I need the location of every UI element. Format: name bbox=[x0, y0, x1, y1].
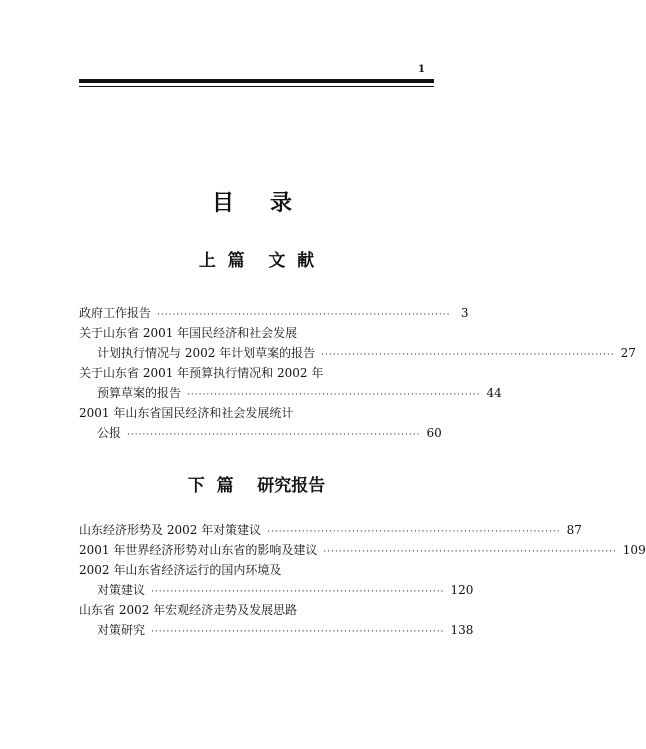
page-number: 1 bbox=[418, 64, 425, 75]
toc-entry[interactable] bbox=[79, 600, 474, 640]
toc-line bbox=[79, 423, 442, 443]
toc-line bbox=[79, 560, 434, 580]
toc-entry[interactable] bbox=[79, 403, 442, 443]
toc-line bbox=[79, 520, 582, 540]
toc-line bbox=[79, 303, 469, 323]
toc-page-number: 138 bbox=[450, 623, 474, 637]
toc-page-number: 120 bbox=[450, 583, 474, 597]
toc-line bbox=[79, 403, 434, 423]
toc-page-number: 27 bbox=[620, 346, 636, 360]
toc-entry-title: 关于山东省 2001 年预算执行情况和 2002 年 bbox=[79, 366, 324, 380]
toc-entry-title: 山东省 2002 年宏观经济走势及发展思路 bbox=[79, 603, 298, 617]
toc-line bbox=[79, 323, 434, 343]
toc-entry-title-continued: 预算草案的报告 bbox=[97, 386, 182, 400]
part-heading-upper: 上 篇 文 献 bbox=[198, 251, 315, 271]
header-rule-thick bbox=[79, 79, 434, 83]
toc-entry-title: 2001 年山东省国民经济和社会发展统计 bbox=[79, 406, 294, 420]
header-rule-thin bbox=[79, 86, 434, 87]
toc-entry-title: 2002 年山东省经济运行的国内环境及 bbox=[79, 563, 282, 577]
toc-entry[interactable] bbox=[79, 540, 646, 560]
toc-entry[interactable] bbox=[79, 560, 474, 600]
toc-line bbox=[79, 343, 636, 363]
toc-entry-title-continued: 对策建议 bbox=[97, 583, 146, 597]
toc-page-number: 109 bbox=[622, 543, 646, 557]
toc-page-number: 87 bbox=[566, 523, 582, 537]
toc-entry-title-continued: 对策研究 bbox=[97, 623, 146, 637]
toc-entry-title: 关于山东省 2001 年国民经济和社会发展 bbox=[79, 326, 298, 340]
toc-line bbox=[79, 540, 646, 560]
toc-leader-dots: ············································································ bbox=[187, 390, 481, 400]
toc-leader-dots: ············································································ bbox=[151, 627, 445, 637]
toc-line bbox=[79, 363, 434, 383]
toc-leader-dots: ············································································ bbox=[321, 350, 615, 360]
toc-leader-dots: ············································································ bbox=[323, 547, 617, 557]
toc-line bbox=[79, 383, 502, 403]
page-title: 目录 bbox=[211, 190, 328, 216]
toc-page-number: 3 bbox=[460, 306, 469, 320]
toc-entry-title-continued: 计划执行情况与 2002 年计划草案的报告 bbox=[97, 346, 316, 360]
toc-entry-title: 2001 年世界经济形势对山东省的影响及建议 bbox=[79, 543, 318, 557]
toc-entry-title: 政府工作报告 bbox=[79, 306, 152, 320]
toc-line bbox=[79, 620, 474, 640]
toc-line bbox=[79, 600, 434, 620]
toc-entry[interactable] bbox=[79, 303, 469, 323]
part-heading-lower: 下 篇 研究报告 bbox=[187, 476, 326, 496]
toc-page-number: 44 bbox=[486, 386, 502, 400]
toc-line bbox=[79, 580, 474, 600]
toc-leader-dots: ············································································ bbox=[127, 430, 421, 440]
toc-leader-dots: ············································································ bbox=[267, 527, 561, 537]
toc-leader-dots: ············································································ bbox=[157, 310, 451, 320]
toc-part-upper bbox=[79, 303, 636, 443]
toc-entry[interactable] bbox=[79, 363, 502, 403]
toc-entry[interactable] bbox=[79, 520, 582, 540]
toc-page-number: 60 bbox=[426, 426, 442, 440]
toc-part-lower bbox=[79, 520, 646, 640]
toc-entry-title-continued: 公报 bbox=[97, 426, 122, 440]
toc-leader-dots: ············································································ bbox=[151, 587, 445, 597]
toc-entry-title: 山东经济形势及 2002 年对策建议 bbox=[79, 523, 262, 537]
toc-entry[interactable] bbox=[79, 323, 636, 363]
